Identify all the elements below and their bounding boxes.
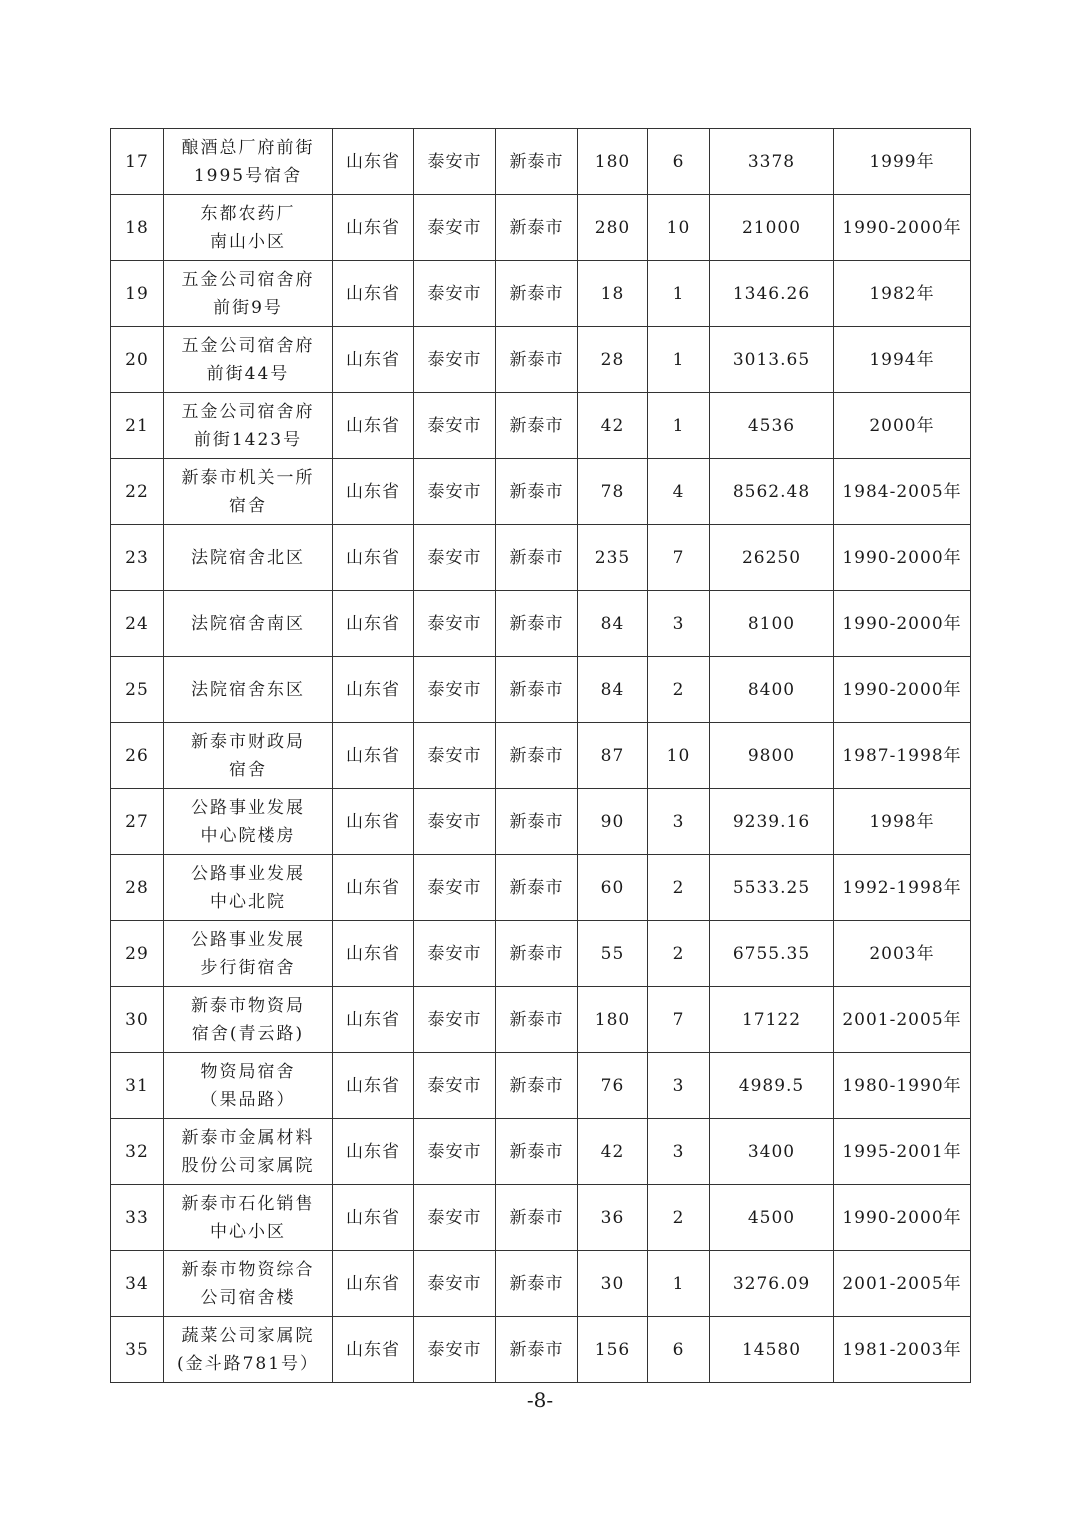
city-cell: 泰安市 — [414, 789, 496, 855]
area-cell: 9239.16 — [710, 789, 834, 855]
row-number-cell: 32 — [111, 1119, 164, 1185]
year-cell: 1999年 — [834, 129, 971, 195]
community-name-cell: 法院宿舍北区 — [164, 525, 333, 591]
city-cell: 泰安市 — [414, 393, 496, 459]
city-cell: 泰安市 — [414, 129, 496, 195]
province-cell: 山东省 — [333, 855, 414, 921]
buildings-cell: 2 — [648, 1185, 710, 1251]
table-row — [111, 1185, 971, 1251]
province-cell: 山东省 — [333, 1119, 414, 1185]
year-cell: 1990-2000年 — [834, 657, 971, 723]
area-cell: 21000 — [710, 195, 834, 261]
table-row — [111, 855, 971, 921]
table-row — [111, 657, 971, 723]
year-cell: 1990-2000年 — [834, 195, 971, 261]
row-number-cell: 27 — [111, 789, 164, 855]
province-cell: 山东省 — [333, 723, 414, 789]
buildings-cell: 3 — [648, 1119, 710, 1185]
city-cell: 泰安市 — [414, 195, 496, 261]
households-cell: 60 — [578, 855, 648, 921]
row-number-cell: 28 — [111, 855, 164, 921]
buildings-cell: 1 — [648, 1251, 710, 1317]
county-cell: 新泰市 — [496, 393, 578, 459]
households-cell: 18 — [578, 261, 648, 327]
buildings-cell: 2 — [648, 921, 710, 987]
table-row — [111, 1053, 971, 1119]
table-row — [111, 1251, 971, 1317]
city-cell: 泰安市 — [414, 723, 496, 789]
households-cell: 235 — [578, 525, 648, 591]
row-number-cell: 33 — [111, 1185, 164, 1251]
households-cell: 84 — [578, 657, 648, 723]
county-cell: 新泰市 — [496, 723, 578, 789]
city-cell: 泰安市 — [414, 1119, 496, 1185]
households-cell: 87 — [578, 723, 648, 789]
area-cell: 17122 — [710, 987, 834, 1053]
row-number-cell: 24 — [111, 591, 164, 657]
city-cell: 泰安市 — [414, 1185, 496, 1251]
city-cell: 泰安市 — [414, 657, 496, 723]
table-row — [111, 921, 971, 987]
year-cell: 1982年 — [834, 261, 971, 327]
community-name-cell: 五金公司宿舍府 前街44号 — [164, 327, 333, 393]
community-name-cell: 新泰市石化销售 中心小区 — [164, 1185, 333, 1251]
area-cell: 3400 — [710, 1119, 834, 1185]
buildings-cell: 3 — [648, 591, 710, 657]
county-cell: 新泰市 — [496, 987, 578, 1053]
year-cell: 1987-1998年 — [834, 723, 971, 789]
county-cell: 新泰市 — [496, 525, 578, 591]
community-name-cell: 法院宿舍南区 — [164, 591, 333, 657]
row-number-cell: 34 — [111, 1251, 164, 1317]
city-cell: 泰安市 — [414, 525, 496, 591]
community-name-cell: 五金公司宿舍府 前街1423号 — [164, 393, 333, 459]
table-row — [111, 261, 971, 327]
city-cell: 泰安市 — [414, 1053, 496, 1119]
buildings-cell: 4 — [648, 459, 710, 525]
county-cell: 新泰市 — [496, 129, 578, 195]
buildings-cell: 2 — [648, 855, 710, 921]
year-cell: 2003年 — [834, 921, 971, 987]
buildings-cell: 7 — [648, 525, 710, 591]
year-cell: 1990-2000年 — [834, 591, 971, 657]
community-name-cell: 新泰市金属材料 股份公司家属院 — [164, 1119, 333, 1185]
households-cell: 76 — [578, 1053, 648, 1119]
table-row — [111, 195, 971, 261]
community-name-cell: 新泰市财政局 宿舍 — [164, 723, 333, 789]
table-row — [111, 129, 971, 195]
province-cell: 山东省 — [333, 1053, 414, 1119]
community-name-cell: 新泰市机关一所 宿舍 — [164, 459, 333, 525]
households-cell: 30 — [578, 1251, 648, 1317]
province-cell: 山东省 — [333, 129, 414, 195]
area-cell: 26250 — [710, 525, 834, 591]
area-cell: 5533.25 — [710, 855, 834, 921]
buildings-cell: 6 — [648, 129, 710, 195]
households-cell: 78 — [578, 459, 648, 525]
province-cell: 山东省 — [333, 987, 414, 1053]
buildings-cell: 3 — [648, 789, 710, 855]
row-number-cell: 22 — [111, 459, 164, 525]
province-cell: 山东省 — [333, 393, 414, 459]
county-cell: 新泰市 — [496, 1053, 578, 1119]
county-cell: 新泰市 — [496, 1185, 578, 1251]
area-cell: 9800 — [710, 723, 834, 789]
province-cell: 山东省 — [333, 525, 414, 591]
province-cell: 山东省 — [333, 921, 414, 987]
area-cell: 8100 — [710, 591, 834, 657]
row-number-cell: 35 — [111, 1317, 164, 1383]
households-cell: 84 — [578, 591, 648, 657]
buildings-cell: 2 — [648, 657, 710, 723]
city-cell: 泰安市 — [414, 1251, 496, 1317]
table-row — [111, 1317, 971, 1383]
province-cell: 山东省 — [333, 1317, 414, 1383]
households-cell: 28 — [578, 327, 648, 393]
households-cell: 280 — [578, 195, 648, 261]
area-cell: 3378 — [710, 129, 834, 195]
county-cell: 新泰市 — [496, 1317, 578, 1383]
city-cell: 泰安市 — [414, 591, 496, 657]
buildings-cell: 10 — [648, 195, 710, 261]
year-cell: 1980-1990年 — [834, 1053, 971, 1119]
buildings-cell: 3 — [648, 1053, 710, 1119]
area-cell: 6755.35 — [710, 921, 834, 987]
table-row — [111, 987, 971, 1053]
table-row — [111, 1119, 971, 1185]
households-cell: 36 — [578, 1185, 648, 1251]
city-cell: 泰安市 — [414, 855, 496, 921]
province-cell: 山东省 — [333, 1185, 414, 1251]
community-name-cell: 新泰市物资局 宿舍(青云路) — [164, 987, 333, 1053]
buildings-cell: 6 — [648, 1317, 710, 1383]
province-cell: 山东省 — [333, 789, 414, 855]
buildings-cell: 10 — [648, 723, 710, 789]
community-name-cell: 五金公司宿舍府 前街9号 — [164, 261, 333, 327]
households-cell: 55 — [578, 921, 648, 987]
row-number-cell: 30 — [111, 987, 164, 1053]
community-name-cell: 东都农药厂 南山小区 — [164, 195, 333, 261]
table-row — [111, 459, 971, 525]
community-name-cell: 物资局宿舍 （果品路） — [164, 1053, 333, 1119]
community-name-cell: 公路事业发展 中心北院 — [164, 855, 333, 921]
row-number-cell: 26 — [111, 723, 164, 789]
area-cell: 4989.5 — [710, 1053, 834, 1119]
year-cell: 2001-2005年 — [834, 1251, 971, 1317]
county-cell: 新泰市 — [496, 789, 578, 855]
row-number-cell: 19 — [111, 261, 164, 327]
year-cell: 2000年 — [834, 393, 971, 459]
city-cell: 泰安市 — [414, 1317, 496, 1383]
community-name-cell: 公路事业发展 中心院楼房 — [164, 789, 333, 855]
community-name-cell: 法院宿舍东区 — [164, 657, 333, 723]
row-number-cell: 29 — [111, 921, 164, 987]
community-name-cell: 公路事业发展 步行街宿舍 — [164, 921, 333, 987]
city-cell: 泰安市 — [414, 459, 496, 525]
households-cell: 42 — [578, 393, 648, 459]
year-cell: 1990-2000年 — [834, 1185, 971, 1251]
table-row — [111, 393, 971, 459]
page-number: -8- — [526, 1388, 554, 1412]
row-number-cell: 21 — [111, 393, 164, 459]
community-name-cell: 蔬菜公司家属院 (金斗路781号） — [164, 1317, 333, 1383]
area-cell: 8562.48 — [710, 459, 834, 525]
table-body — [111, 129, 971, 1383]
households-cell: 156 — [578, 1317, 648, 1383]
county-cell: 新泰市 — [496, 855, 578, 921]
year-cell: 1981-2003年 — [834, 1317, 971, 1383]
row-number-cell: 18 — [111, 195, 164, 261]
province-cell: 山东省 — [333, 591, 414, 657]
county-cell: 新泰市 — [496, 921, 578, 987]
row-number-cell: 25 — [111, 657, 164, 723]
area-cell: 4500 — [710, 1185, 834, 1251]
year-cell: 1992-1998年 — [834, 855, 971, 921]
year-cell: 1998年 — [834, 789, 971, 855]
city-cell: 泰安市 — [414, 987, 496, 1053]
province-cell: 山东省 — [333, 195, 414, 261]
row-number-cell: 20 — [111, 327, 164, 393]
county-cell: 新泰市 — [496, 261, 578, 327]
area-cell: 3013.65 — [710, 327, 834, 393]
households-cell: 42 — [578, 1119, 648, 1185]
area-cell: 8400 — [710, 657, 834, 723]
province-cell: 山东省 — [333, 657, 414, 723]
province-cell: 山东省 — [333, 261, 414, 327]
county-cell: 新泰市 — [496, 459, 578, 525]
row-number-cell: 17 — [111, 129, 164, 195]
buildings-cell: 7 — [648, 987, 710, 1053]
province-cell: 山东省 — [333, 459, 414, 525]
households-cell: 180 — [578, 129, 648, 195]
buildings-cell: 1 — [648, 261, 710, 327]
table-row — [111, 723, 971, 789]
table-row — [111, 327, 971, 393]
table-row — [111, 525, 971, 591]
year-cell: 2001-2005年 — [834, 987, 971, 1053]
community-name-cell: 酿酒总厂府前街 1995号宿舍 — [164, 129, 333, 195]
county-cell: 新泰市 — [496, 591, 578, 657]
area-cell: 14580 — [710, 1317, 834, 1383]
table-row — [111, 789, 971, 855]
area-cell: 3276.09 — [710, 1251, 834, 1317]
year-cell: 1994年 — [834, 327, 971, 393]
city-cell: 泰安市 — [414, 327, 496, 393]
year-cell: 1990-2000年 — [834, 525, 971, 591]
community-name-cell: 新泰市物资综合 公司宿舍楼 — [164, 1251, 333, 1317]
year-cell: 1984-2005年 — [834, 459, 971, 525]
county-cell: 新泰市 — [496, 1119, 578, 1185]
city-cell: 泰安市 — [414, 261, 496, 327]
province-cell: 山东省 — [333, 1251, 414, 1317]
housing-table — [110, 128, 971, 1383]
area-cell: 4536 — [710, 393, 834, 459]
province-cell: 山东省 — [333, 327, 414, 393]
city-cell: 泰安市 — [414, 921, 496, 987]
county-cell: 新泰市 — [496, 195, 578, 261]
buildings-cell: 1 — [648, 327, 710, 393]
county-cell: 新泰市 — [496, 1251, 578, 1317]
buildings-cell: 1 — [648, 393, 710, 459]
households-cell: 180 — [578, 987, 648, 1053]
county-cell: 新泰市 — [496, 657, 578, 723]
county-cell: 新泰市 — [496, 327, 578, 393]
table-row — [111, 591, 971, 657]
row-number-cell: 23 — [111, 525, 164, 591]
area-cell: 1346.26 — [710, 261, 834, 327]
year-cell: 1995-2001年 — [834, 1119, 971, 1185]
households-cell: 90 — [578, 789, 648, 855]
row-number-cell: 31 — [111, 1053, 164, 1119]
